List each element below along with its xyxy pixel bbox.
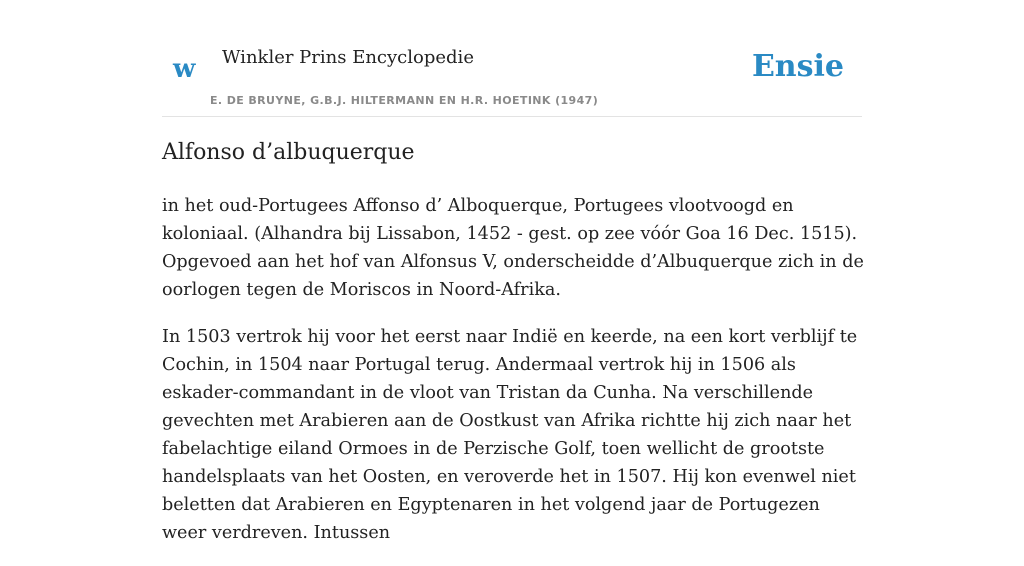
- article-body: [162, 192, 867, 566]
- article-paragraph-2: In 1503 vertrok hij voor het eerst naar Indië en keerde, na een kort verblijf te Cochin, in 1504 naar Portugal terug. Andermaal vertrok hij in 1506 als eskader-commandant in de vloot van Tristan da Cunha. Na verschillende gevechten met Arabieren aan de Oostkust van Afrika richtte hij zich naar het fabelachtige eiland Ormoes in de Perzische Golf, toen wellicht de grootste handelsplaats van het Oosten, en veroverde het in 1507. Hij kon evenwel niet beletten dat Arabieren en Egyptenaren in het volgend jaar de Portugezen weer verdreven. Intussen: [162, 327, 858, 543]
- article-title: Alfonso d’albuquerque: [162, 140, 415, 165]
- page-header: [162, 0, 862, 117]
- source-authors: E. DE BRUYNE, G.B.J. HILTERMANN EN H.R. HOETINK (1947): [210, 94, 599, 107]
- brand-logo-link[interactable]: Ensie: [751, 49, 844, 84]
- source-title-link[interactable]: Winkler Prins Encyclopedie: [222, 47, 474, 68]
- source-logo[interactable]: w: [173, 54, 196, 84]
- article-paragraph-1: in het oud-Portugees Affonso d’ Alboquerque, Portugees vlootvoogd en koloniaal. (Alhandra bij Lissabon, 1452 - gest. op zee vóór Goa 16 Dec. 1515). Opgevoed aan het hof van Alfonsus V, onderscheidde d’Albuquerque zich in de oorlogen tegen de Moriscos in Noord-Afrika.: [162, 196, 864, 300]
